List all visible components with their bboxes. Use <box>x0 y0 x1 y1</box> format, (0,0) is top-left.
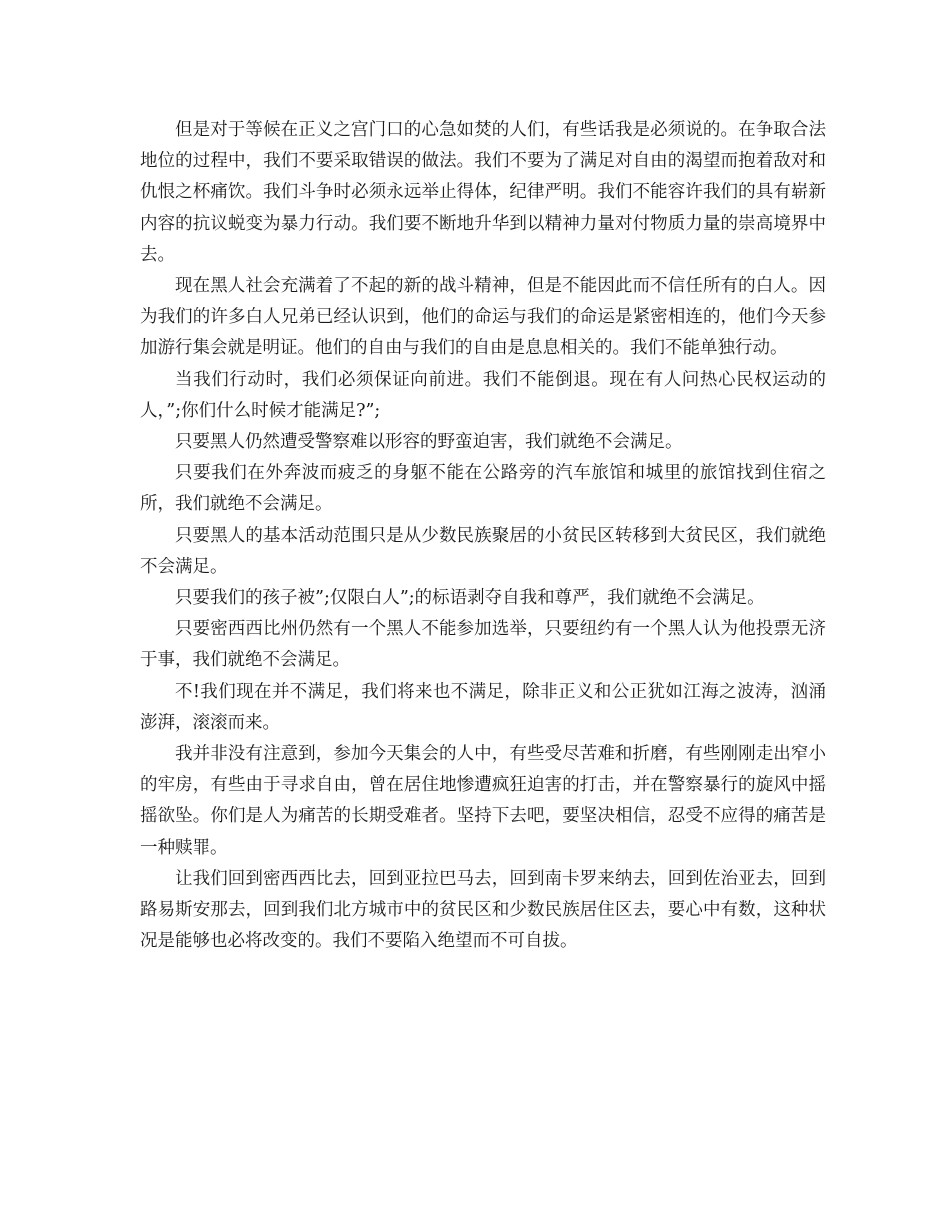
paragraph: 当我们行动时，我们必须保证向前进。我们不能倒退。现在有人问热心民权运动的人，”;你们什么时候才能满足?”; <box>140 369 826 421</box>
paragraph: 只要我们在外奔波而疲乏的身躯不能在公路旁的汽车旅馆和城里的旅馆找到住宿之所，我们就绝不会满足。 <box>140 463 826 515</box>
document-body <box>140 115 826 957</box>
paragraph: 不!我们现在并不满足，我们将来也不满足，除非正义和公正犹如江海之波涛，汹涌澎湃，滚滚而来。 <box>140 681 826 733</box>
paragraph: 但是对于等候在正义之宫门口的心急如焚的人们，有些话我是必须说的。在争取合法地位的过程中，我们不要采取错误的做法。我们不要为了满足对自由的渴望而抱着敌对和仇恨之杯痛饮。我们斗争时必须永远举止得体，纪律严明。我们不能容许我们的具有崭新内容的抗议蜕变为暴力行动。我们要不断地升华到以精神力量对付物质力量的崇高境界中去。 <box>140 120 826 265</box>
paragraph: 让我们回到密西西比去，回到亚拉巴马去，回到南卡罗来纳去，回到佐治亚去，回到路易斯安那去，回到我们北方城市中的贫民区和少数民族居住区去，要心中有数，这种状况是能够也必将改变的。我们不要陷入绝望而不可自拔。 <box>140 868 826 952</box>
paragraph: 现在黑人社会充满着了不起的新的战斗精神，但是不能因此而不信任所有的白人。因为我们的许多白人兄弟已经认识到，他们的命运与我们的命运是紧密相连的，他们今天参加游行集会就是明证。他们的自由与我们的自由是息息相关的。我们不能单独行动。 <box>140 276 826 359</box>
paragraph: 我并非没有注意到，参加今天集会的人中，有些受尽苦难和折磨，有些刚刚走出窄小的牢房，有些由于寻求自由，曾在居住地惨遭疯狂迫害的打击，并在警察暴行的旋风中摇摇欲坠。你们是人为痛苦的长期受难者。坚持下去吧，要坚决相信，忍受不应得的痛苦是一种赎罪。 <box>140 744 826 858</box>
paragraph: 只要黑人的基本活动范围只是从少数民族聚居的小贫民区转移到大贫民区，我们就绝不会满足。 <box>140 525 826 577</box>
paragraph: 只要密西西比州仍然有一个黑人不能参加选举，只要纽约有一个黑人认为他投票无济于事，我们就绝不会满足。 <box>140 619 826 671</box>
paragraph: 只要黑人仍然遭受警察难以形容的野蛮迫害，我们就绝不会满足。 <box>175 432 683 453</box>
paragraph: 只要我们的孩子被”;仅限白人”;的标语剥夺自我和尊严，我们就绝不会满足。 <box>175 588 765 609</box>
